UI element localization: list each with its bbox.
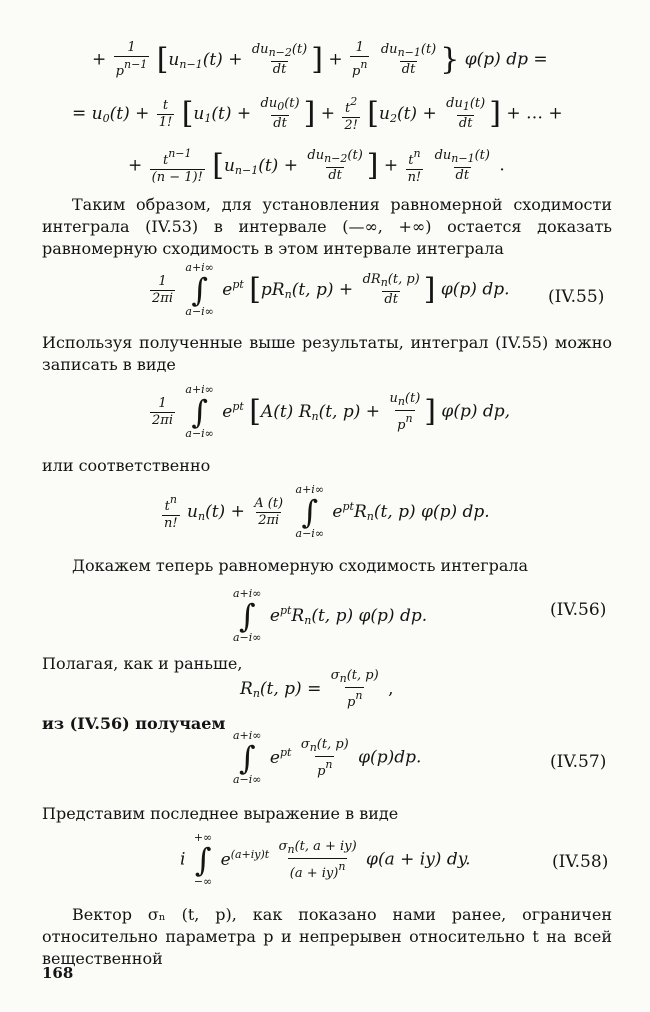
- equation-iv56: a+i∞ ∫ a−i∞ $e^{pt}R_n(t$, p) φ(p) dp.: [233, 587, 428, 644]
- equation-line-2: = $u_0(t)$ + $\frac{t}{1!}$ [$u_1(t)$ + $\frac{du_0(t)}{dt}$ ] + $\frac{t^2}{2!}$ [$u_2(t)$ + $\frac{du_1(t)}{dt}$ ] + … +: [72, 95, 563, 133]
- equation-iv55: $\frac{1}{2\pi i}$ a+i∞ ∫ a−i∞ $e^{pt}$ [$pR_n(t$, p) + $dR_n(t$, p) dt ] φ(p) dp.: [152, 261, 510, 318]
- page-number: 168: [42, 964, 74, 982]
- paragraph-4: Докажем теперь равномерную сходимость интеграла: [72, 556, 529, 575]
- paragraph-7: Представим последнее выражение в виде: [42, 804, 399, 823]
- paragraph-2: Используя полученные выше результаты, интеграл (IV.55) можно записать в виде: [42, 333, 612, 374]
- equation-number-iv57: (IV.57): [550, 752, 607, 772]
- paragraph-3: или соответственно: [42, 456, 211, 475]
- equation-number-iv58: (IV.58): [552, 852, 609, 872]
- equation-iv58: i +∞ ∫ −∞ $e^{(a+iy)t}$ $\frac{\sigma_n(t, a + iy)}{(a + iy)^n}$ φ(a + iy) dy.: [180, 831, 471, 888]
- equation-iv57: a+i∞ ∫ a−i∞ $e^{pt}$ $\frac{\sigma_n(t, p)}{p^n}$ φ(p)dp.: [233, 729, 422, 786]
- paragraph-6: из (IV.56) получаем: [42, 714, 226, 733]
- paragraph-8: Вектор σₙ (t, p), как показано нами ранее, ограничен относительно параметра p и непрерывен относительно t на всей вещественной: [42, 905, 612, 968]
- paragraph-5: Полагая, как и раньше,: [42, 654, 243, 673]
- equation-a-t: $\frac{1}{2\pi i}$ a+i∞ ∫ a−i∞ $e^{pt}$ [A(t) $R_n(t$, p) + $\frac{u_n(t)}{p^n}$ ] φ(p) dp,: [152, 383, 511, 440]
- equation-rn-definition: $R_n(t$, p) = $\frac{\sigma_n(t, p)}{p^n}$ ,: [240, 668, 394, 710]
- equation-line-3: + $\frac{t^{n-1}}{(n - 1)!}$ [$u_{n-1}(t)$ + $du_{n-2}(t)$ dt ] + $\frac{t^n}{n!}$ $du_{n-1}(t)$ dt .: [128, 147, 505, 185]
- equation-number-iv56: (IV.56): [550, 600, 607, 620]
- equation-number-iv55: (IV.55): [548, 287, 605, 307]
- equation-line-1: + $\frac{1}{p^{n-1}}$ [$u_{n-1}(t)$ + $du_{n-2}(t)$ dt ] + $\frac{1}{p^n}$ $du_{n-1}(t)$ dt } φ(p) dp =: [92, 40, 548, 79]
- equation-tn: $\frac{t^n}{n!}$ $u_n(t)$ + $\frac{A (t)}{2\pi i}$ a+i∞ ∫ a−i∞ $e^{pt}R_n(t$, p) φ(p) dp.: [164, 483, 490, 540]
- paragraph-1: Таким образом, для установления равномерной сходимости интеграла (IV.53) в интервале (—∞, +∞) остается доказать равномерную сходимость в этом интервале интеграла: [42, 195, 612, 258]
